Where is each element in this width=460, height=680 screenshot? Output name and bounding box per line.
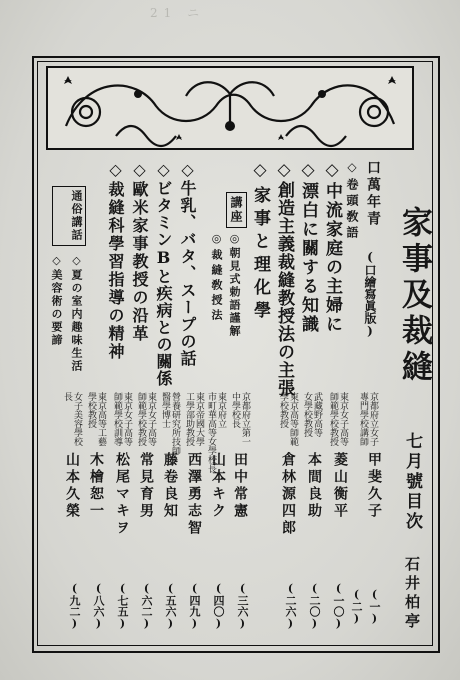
affiliation: 專門學校講師: [358, 392, 368, 446]
page-number: (二〇): [308, 582, 321, 630]
page-number: (八六): [92, 582, 105, 630]
affiliation: 東京高等師範: [288, 392, 298, 446]
frontispiece-label: 口萬年青: [365, 160, 381, 228]
affiliation: 女子美容學校: [72, 392, 82, 446]
affiliation: 東京女子高等: [122, 392, 132, 446]
frontispiece-note: (口繪寫眞版): [363, 250, 377, 338]
page-number: (五六): [164, 582, 177, 630]
page-number: (四〇): [212, 582, 225, 630]
page-number: (四九): [188, 582, 201, 630]
affiliation: 中學校長: [230, 392, 240, 428]
author: 松尾マキヲ: [114, 452, 130, 537]
affiliation: 營養研究所技師: [170, 392, 180, 455]
article-title: ◇創造主義裁縫教授法の主張: [274, 160, 294, 397]
author: 甲斐久子: [366, 452, 382, 520]
article-title: ◇漂白に關する知識: [298, 160, 318, 334]
page-number: (一): [368, 588, 381, 625]
affiliation: 東京帝國大學: [194, 392, 204, 446]
section-label-popular-talks: 通俗講話: [52, 186, 86, 246]
magazine-title: 家事及裁縫: [396, 206, 432, 386]
affiliation: 東京高等工藝: [96, 392, 106, 446]
lecture-title: ◎朝見式勅語謹解: [228, 232, 241, 338]
author: 山本キク: [210, 452, 226, 520]
page-number: (九二): [68, 582, 81, 630]
article-title: ◇中流家庭の主婦に: [322, 160, 342, 334]
page-number: (七五): [116, 582, 129, 630]
affiliation: 京都府立女子: [368, 392, 378, 446]
article-title: ◇歐米家事教授の沿革: [130, 160, 149, 343]
author: 田中常憲: [232, 452, 248, 520]
affiliation: 醫學博士: [160, 392, 170, 428]
affiliation: 京都府立第一: [240, 392, 250, 446]
page-number: (三六): [236, 582, 249, 630]
affiliation: 女學校教授: [302, 392, 312, 437]
page-number: (六二): [140, 582, 153, 630]
author: 倉林源四郎: [280, 452, 296, 537]
affiliation: 東京女子高等: [146, 392, 156, 446]
author: 菱山衡平: [332, 452, 348, 520]
affiliation: 武藏野高等: [312, 392, 322, 437]
affiliation: 學校教授: [86, 392, 96, 428]
frontispiece-subitem: ◇卷頭敎語: [345, 160, 359, 242]
page-number: (二六): [284, 582, 297, 630]
issue-label: 七月號目次: [402, 432, 422, 532]
bleed-through-text: 21 ニ: [150, 6, 206, 20]
affiliation: 市町華高等女學校長: [206, 392, 216, 473]
page-number: (一〇): [332, 582, 345, 630]
lecture-title: ◎裁縫敎授法: [210, 232, 223, 324]
affiliation: 東京女子高等: [338, 392, 348, 446]
article-title: ◇裁縫科學習指導の精神: [106, 160, 125, 361]
talk-title: ◇美容術の要諦: [50, 254, 63, 347]
author: 西澤勇志智: [186, 452, 202, 537]
author: 山本久榮: [64, 452, 80, 520]
section-label-lectures: 講座: [226, 192, 247, 228]
author: 木檜恕一: [88, 452, 104, 520]
author: 常見育男: [138, 452, 154, 520]
affiliation: 工學部助教授: [184, 392, 194, 446]
affiliation: 長: [62, 392, 72, 401]
affiliation: 師範學校訓導: [112, 392, 122, 446]
page-number: (二): [350, 588, 363, 625]
affiliation: 東京府立: [216, 392, 226, 428]
author: 本間良助: [306, 452, 322, 520]
cover-artist: 石井柏亭: [403, 556, 421, 632]
floral-ornament-header: [46, 66, 414, 150]
article-title: ◇牛乳、バタ、スープの話: [178, 160, 197, 367]
article-title: ◇家事と理化學: [250, 160, 270, 324]
affiliation: 師範學校教授: [328, 392, 338, 446]
affiliation: 學校教授: [278, 392, 288, 428]
talk-title: ◇夏の室内趣味生活: [70, 254, 83, 373]
article-title: ◇ビタミンBと疾病との關係: [154, 160, 173, 387]
affiliation: 師範學校教授: [136, 392, 146, 446]
author: 藤卷良知: [162, 452, 178, 520]
